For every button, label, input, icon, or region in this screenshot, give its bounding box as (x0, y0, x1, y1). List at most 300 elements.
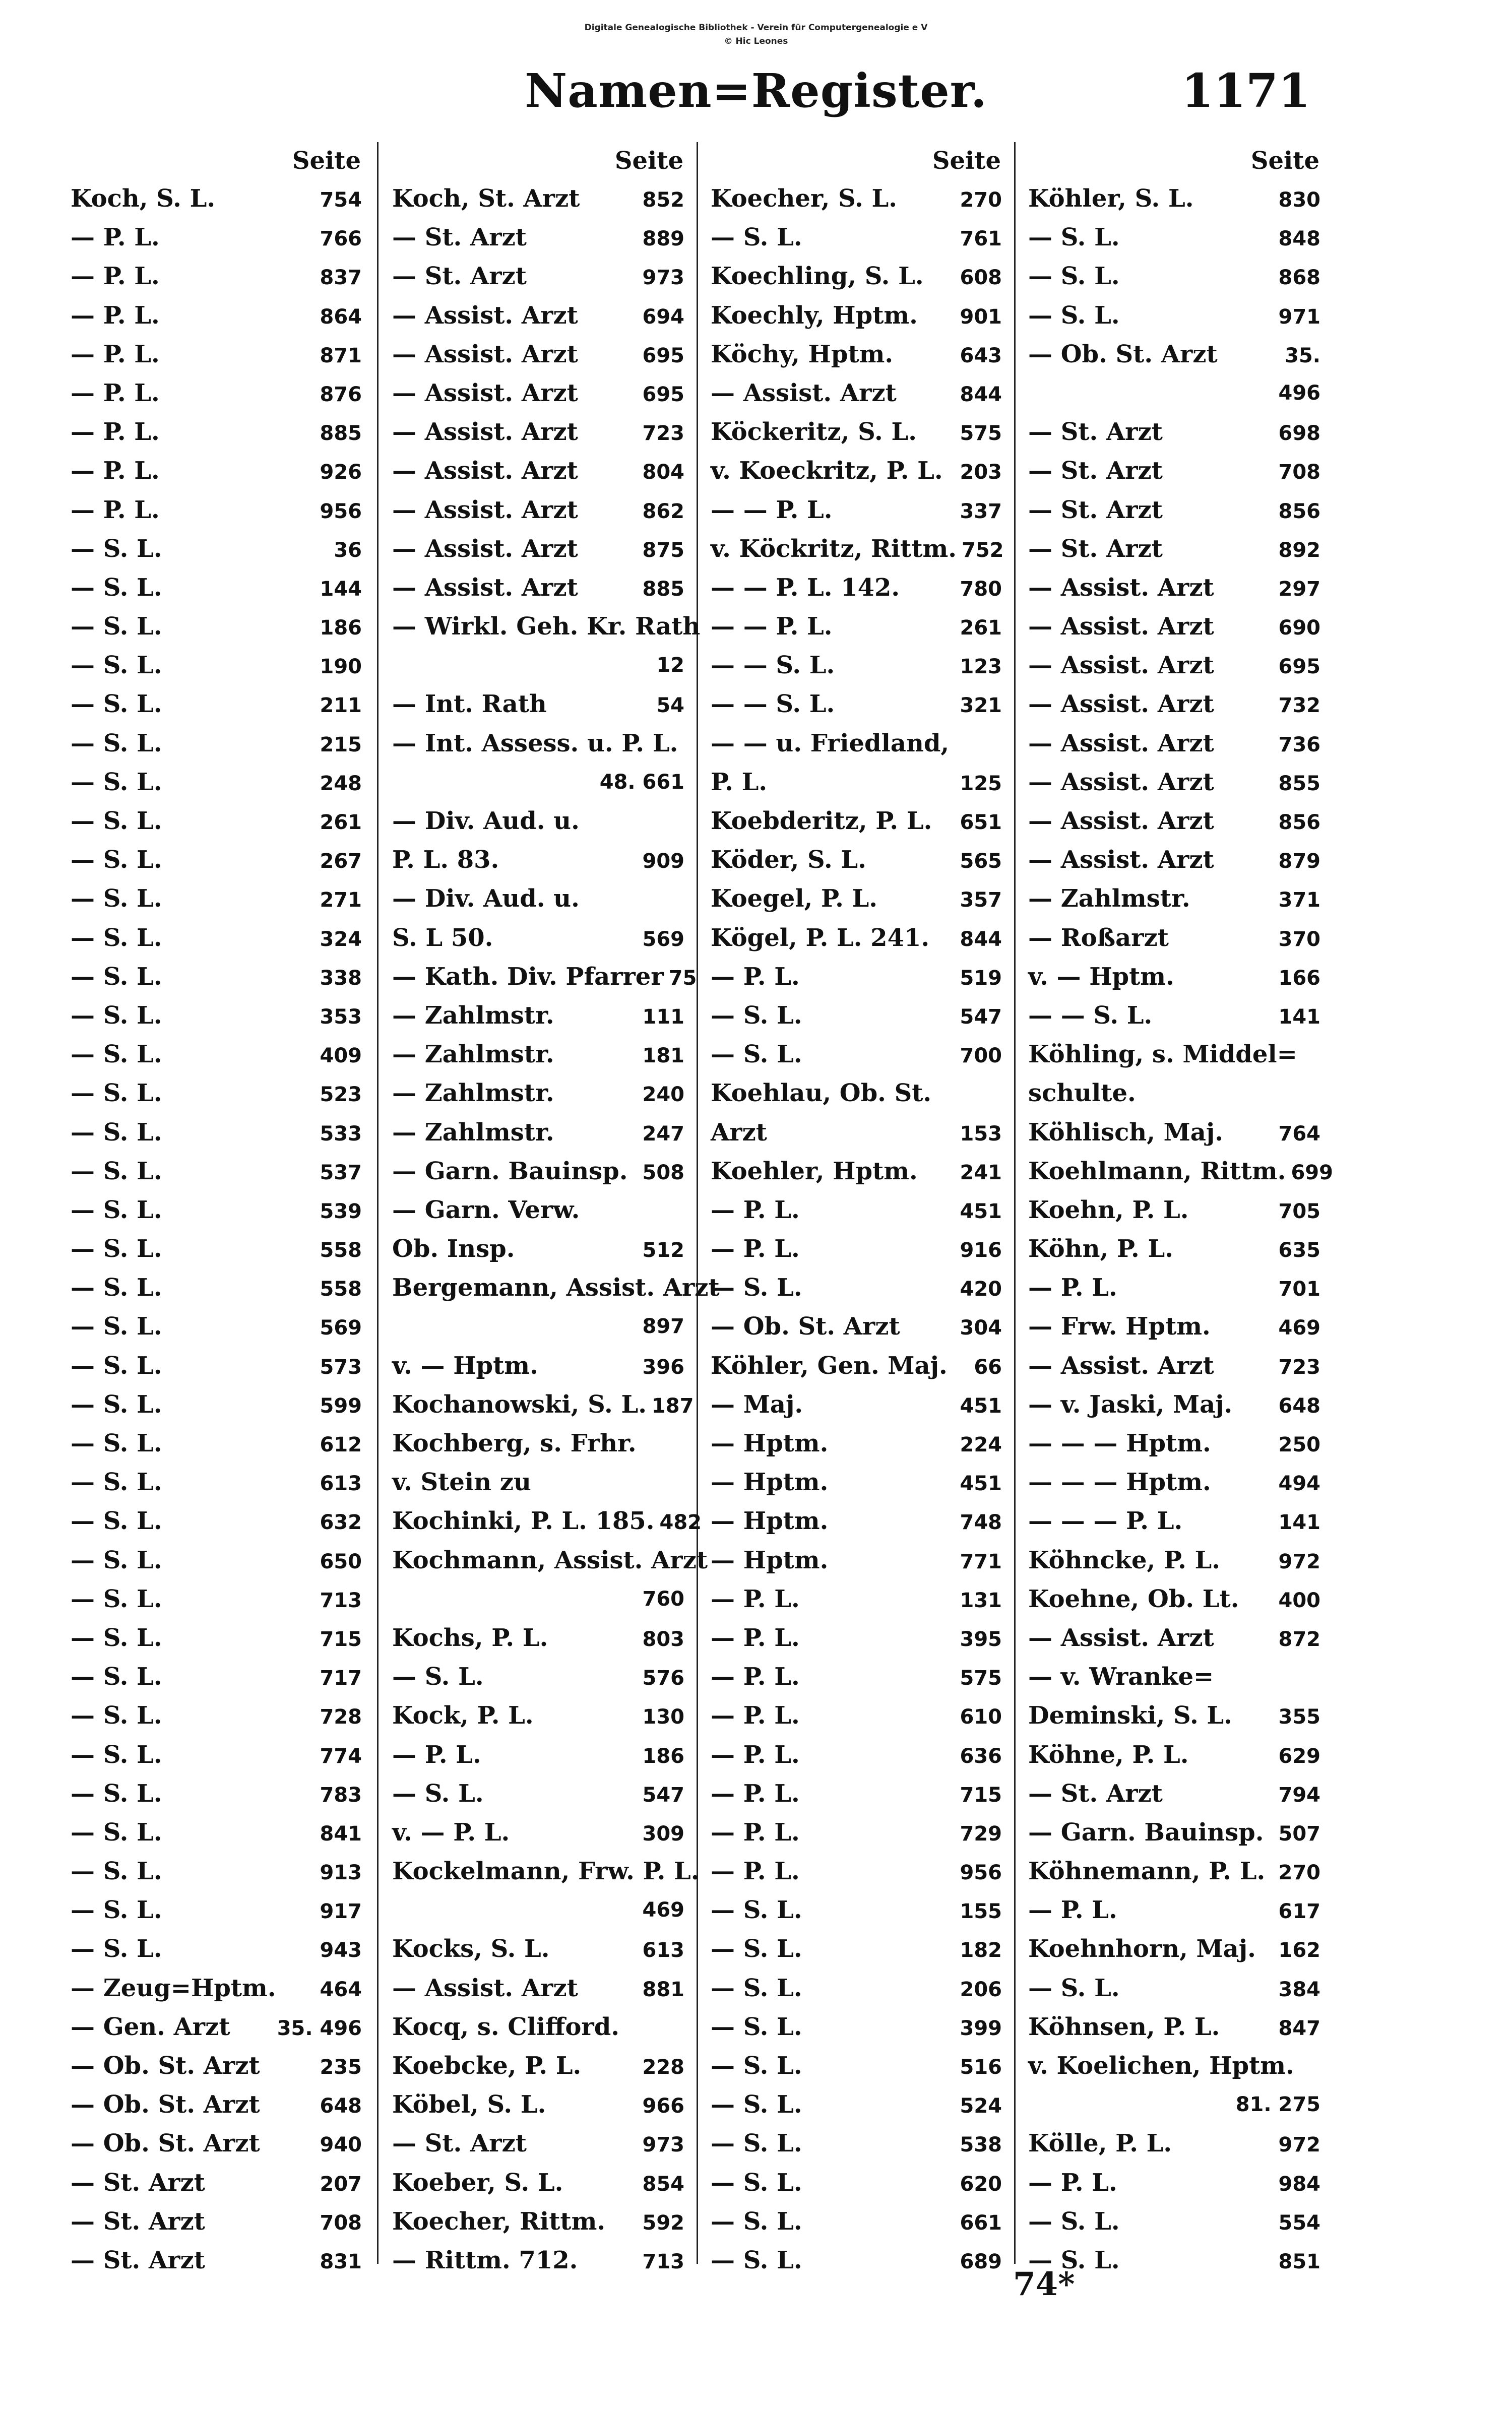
index-entry (71, 568, 362, 607)
entry-name: — S. L. (711, 1974, 802, 2002)
entry-page-number: 909 (642, 850, 684, 873)
index-entry (711, 335, 1002, 374)
entry-name: — Assist. Arzt (1028, 1351, 1214, 1380)
index-entry (392, 1035, 684, 1074)
index-entry (711, 1658, 1002, 1696)
entry-page-number: 203 (960, 461, 1002, 484)
entry-page-number: 181 (642, 1044, 684, 1068)
entry-page-number: 247 (642, 1122, 684, 1146)
entry-name: v. — Hptm. (392, 1351, 538, 1380)
entry-name: — S. L. (71, 1896, 162, 1925)
entry-name: — S. L. (71, 1351, 162, 1380)
index-entry (711, 1774, 1002, 1813)
entry-name: v. Köckritz, Rittm. (711, 534, 957, 563)
index-entry (711, 646, 1002, 685)
index-entry (1028, 1074, 1320, 1113)
entry-page-number: 844 (960, 927, 1002, 951)
index-entry (71, 724, 362, 763)
entry-name: — Zahlmstr. (392, 1079, 554, 1108)
entry-page-number: 240 (642, 1083, 684, 1107)
entry-page-number: 123 (960, 655, 1002, 679)
entry-name: — Assist. Arzt (1028, 573, 1214, 602)
index-entry (392, 452, 684, 490)
index-entry (71, 1736, 362, 1774)
entry-page-number: 297 (1278, 577, 1320, 601)
index-entry (392, 763, 684, 802)
index-entry (392, 1541, 708, 1580)
entry-name: — S. L. (71, 1584, 162, 1613)
index-entry (71, 1502, 362, 1541)
entry-page-number: 729 (960, 1822, 1002, 1846)
entry-name: Bergemann, Assist. Arzt (392, 1274, 720, 1302)
entry-name: — — — Hptm. (1028, 1429, 1211, 1457)
entry-page-number: 708 (1278, 461, 1320, 484)
entry-page-number: 715 (960, 1783, 1002, 1807)
entry-name: Koch, S. L. (71, 184, 216, 213)
entry-name: — St. Arzt (1028, 1779, 1163, 1808)
entry-name: — St. Arzt (71, 2168, 205, 2197)
entry-page-number: 338 (320, 966, 362, 990)
entry-name: — Assist. Arzt (1028, 651, 1214, 680)
entry-name: — P. L. (392, 1740, 481, 1769)
index-entry (392, 1813, 684, 1852)
entry-name: — S. L. (71, 1118, 162, 1147)
index-column-2 (392, 142, 720, 2274)
entry-name: — S. L. (711, 2052, 802, 2080)
entry-name: Koebcke, P. L. (392, 2052, 582, 2080)
entry-page-number: 771 (960, 1550, 1002, 1573)
index-entry (1028, 724, 1320, 763)
entry-name: — Ob. St. Arzt (711, 1312, 900, 1341)
index-entry (1028, 1736, 1320, 1774)
library-credit: Digitale Genealogische Bibliothek - Verein für Computergenealogie e V (584, 23, 928, 33)
index-entry (1028, 1969, 1320, 2008)
index-entry (71, 2202, 362, 2241)
entry-page-number: 395 (960, 1627, 1002, 1651)
entry-page-number: 250 (1278, 1433, 1320, 1456)
column-divider (377, 142, 379, 2264)
index-entry (392, 1619, 684, 1658)
index-entry (1028, 1696, 1320, 1735)
entry-name: — P. L. (711, 1663, 800, 1691)
entry-page-number: 732 (1278, 694, 1320, 718)
entry-name: — S. L. (711, 223, 802, 252)
entry-name: — S. L. (1028, 2207, 1120, 2236)
index-entry (711, 568, 1002, 607)
index-entry (711, 1191, 1002, 1230)
entry-page-number: 357 (960, 889, 1002, 912)
entry-page-number: 617 (1278, 1900, 1320, 1924)
index-entry (71, 958, 362, 996)
index-entry (392, 1502, 702, 1541)
index-entry (1028, 179, 1320, 218)
entry-page-number: 224 (960, 1433, 1002, 1456)
index-entry (71, 374, 362, 413)
index-entry (711, 1230, 1002, 1268)
index-entry (392, 879, 684, 918)
entry-page-number: 370 (1278, 927, 1320, 951)
entry-page-number: 705 (1278, 1199, 1320, 1223)
entry-name: — Assist. Arzt (392, 457, 578, 485)
column-header-seite: Seite (292, 147, 361, 175)
index-entry (392, 607, 701, 646)
entry-name: Koehler, Hptm. (711, 1157, 918, 1185)
entry-page-number: 715 (320, 1627, 362, 1651)
entry-page-number: 400 (1278, 1589, 1320, 1612)
entry-name: P. L. 83. (392, 846, 499, 874)
index-entry (71, 1268, 362, 1307)
entry-name: — Assist. Arzt (1028, 846, 1214, 874)
index-entry (711, 1113, 1002, 1152)
index-entry (711, 685, 1002, 724)
entry-name: — S. L. (71, 1857, 162, 1886)
entry-page-number: 523 (320, 1083, 362, 1107)
entry-name: — Ob. St. Arzt (71, 2052, 260, 2080)
index-entry (1028, 1774, 1320, 1813)
entry-name: — S. L. (71, 1779, 162, 1808)
entry-page-number: 610 (960, 1705, 1002, 1729)
entry-name: Köhne, P. L. (1028, 1740, 1189, 1769)
entry-name: v. — Hptm. (1028, 962, 1174, 991)
entry-page-number: 700 (960, 1044, 1002, 1068)
index-entry (71, 646, 362, 685)
index-entry (71, 919, 362, 958)
index-entry (1028, 491, 1320, 530)
entry-page-number: 885 (320, 422, 362, 446)
entry-page-number: 271 (320, 889, 362, 912)
entry-name: — S. L. (711, 2246, 802, 2274)
entry-name: — S. L. (71, 1001, 162, 1030)
entry-page-number: 643 (960, 344, 1002, 367)
entry-page-number: 399 (960, 2016, 1002, 2040)
entry-page-number: 761 (960, 227, 1002, 251)
entry-name: — Div. Aud. u. (392, 807, 580, 835)
index-entry (711, 2241, 1002, 2280)
entry-name: Köhler, Gen. Maj. (711, 1351, 948, 1380)
entry-name: — Garn. Verw. (392, 1195, 580, 1224)
entry-name: Koehlmann, Rittm. (1028, 1157, 1286, 1185)
entry-page-number: 496 (1278, 381, 1320, 405)
index-entry (71, 1580, 362, 1619)
entry-name: — S. L. (71, 1935, 162, 1963)
entry-name: schulte. (1028, 1079, 1136, 1108)
entry-name: — Zeug=Hptm. (71, 1974, 276, 2002)
entry-page-number: 141 (1278, 1511, 1320, 1535)
index-entry (1028, 879, 1320, 918)
index-entry (1028, 452, 1320, 490)
entry-name: — S. L. (1028, 262, 1120, 291)
entry-name: — P. L. (71, 457, 160, 485)
index-entry (392, 374, 684, 413)
entry-page-number: 384 (1278, 1978, 1320, 2001)
entry-page-number: 754 (320, 188, 362, 212)
entry-page-number: 760 (642, 1587, 684, 1611)
index-entry (392, 1268, 720, 1307)
index-entry (711, 841, 1002, 879)
entry-page-number: 766 (320, 227, 362, 251)
entry-page-number: 713 (642, 2250, 684, 2273)
index-entry (711, 1463, 1002, 1502)
entry-page-number: 66 (974, 1355, 1002, 1379)
index-entry (711, 724, 1002, 763)
index-entry (1028, 1813, 1320, 1852)
entry-name: — S. L. (71, 651, 162, 680)
entry-page-number: 636 (960, 1744, 1002, 1768)
index-entry (1028, 374, 1320, 413)
entry-page-number: 913 (320, 1861, 362, 1885)
entry-name: — P. L. (71, 495, 160, 524)
entry-page-number: 635 (1278, 1239, 1320, 1262)
index-entry (71, 1307, 362, 1346)
entry-page-number: 575 (960, 422, 1002, 446)
entry-page-number: 469 (1278, 1316, 1320, 1340)
entry-page-number: 565 (960, 850, 1002, 873)
index-column-4 (1028, 142, 1333, 2274)
entry-name: — S. L. (71, 962, 162, 991)
entry-name: — P. L. (711, 1623, 800, 1652)
entry-name: — P. L. (711, 962, 800, 991)
entry-name: — Hptm. (711, 1468, 829, 1497)
entry-name: — S. L. (71, 1546, 162, 1574)
index-entry (1028, 1347, 1320, 1385)
entry-name: — Hptm. (711, 1507, 829, 1536)
entry-page-number: 355 (1278, 1705, 1320, 1729)
entry-name: Deminski, S. L. (1028, 1701, 1232, 1730)
index-entry (1028, 2085, 1320, 2124)
entry-name: Kochmann, Assist. Arzt (392, 1546, 708, 1574)
entry-page-number: 854 (642, 2172, 684, 2196)
index-entry (71, 2241, 362, 2280)
index-entry (1028, 607, 1320, 646)
entry-page-number: 620 (960, 2172, 1002, 2196)
entry-page-number: 166 (1278, 966, 1320, 990)
index-entry (711, 2085, 1002, 2124)
entry-name: — Assist. Arzt (392, 378, 578, 407)
entry-name: v. Koelichen, Hptm. (1028, 2052, 1294, 2080)
index-entry (392, 413, 684, 452)
entry-name: — S. L. (71, 923, 162, 952)
index-entry (71, 802, 362, 841)
entry-page-number: 943 (320, 1939, 362, 1962)
entry-name: — Assist. Arzt (1028, 807, 1214, 835)
entry-page-number: 723 (642, 422, 684, 446)
entry-page-number: 864 (320, 305, 362, 329)
entry-page-number: 575 (960, 1667, 1002, 1690)
index-entry (71, 1619, 362, 1658)
entry-page-number: 304 (960, 1316, 1002, 1340)
index-entry (1028, 1580, 1320, 1619)
index-entry (711, 879, 1002, 918)
entry-name: — S. L. (711, 1040, 802, 1069)
entry-page-number: 780 (960, 577, 1002, 601)
entry-name: — P. L. (1028, 2168, 1117, 2197)
entry-name: — S. L. (71, 1623, 162, 1652)
entry-name: Koegel, P. L. (711, 884, 878, 913)
entry-name: Kocks, S. L. (392, 1935, 550, 1963)
entry-page-number: 972 (1278, 1550, 1320, 1573)
entry-name: Köhling, s. Middel= (1028, 1040, 1297, 1069)
index-entry (711, 452, 1002, 490)
entry-name: — St. Arzt (1028, 418, 1163, 447)
entry-page-number: 206 (960, 1978, 1002, 2001)
entry-name: — — u. Friedland, (711, 729, 950, 757)
index-entry (71, 1113, 362, 1152)
entry-name: — S. L. (71, 729, 162, 757)
index-entry (711, 1696, 1002, 1735)
entry-page-number: 892 (1278, 538, 1320, 562)
entry-name: S. L 50. (392, 923, 493, 952)
index-entry (392, 2124, 684, 2163)
entry-page-number: 629 (1278, 1744, 1320, 1768)
index-entry (1028, 1035, 1320, 1074)
index-entry (1028, 2164, 1320, 2202)
entry-page-number: 803 (642, 1627, 684, 1651)
entry-name: — S. L. (711, 2012, 802, 2041)
index-entry (392, 335, 684, 374)
entry-name: — St. Arzt (71, 2207, 205, 2236)
entry-page-number: 889 (642, 227, 684, 251)
entry-page-number: 650 (320, 1550, 362, 1573)
index-entry (711, 802, 1002, 841)
entry-page-number: 516 (960, 2056, 1002, 2079)
entry-list (392, 179, 720, 2280)
entry-name: — S. L. (71, 884, 162, 913)
index-entry (392, 1774, 684, 1813)
entry-name: — S. L. (71, 1157, 162, 1185)
entry-page-number: 494 (1278, 1472, 1320, 1496)
index-entry (392, 491, 684, 530)
entry-page-number: 876 (320, 383, 362, 406)
entry-page-number: 558 (320, 1278, 362, 1301)
entry-name: — Zahlmstr. (392, 1040, 554, 1069)
index-entry (71, 2047, 362, 2085)
entry-page-number: 248 (320, 772, 362, 795)
entry-page-number: 752 (962, 538, 1004, 562)
entry-name: — S. L. (711, 2090, 802, 2119)
index-entry (392, 1152, 684, 1191)
entry-page-number: 875 (642, 538, 684, 562)
entry-page-number: 966 (642, 2095, 684, 2118)
entry-page-number: 131 (960, 1589, 1002, 1612)
entry-page-number: 539 (320, 1199, 362, 1223)
entry-page-number: 451 (960, 1199, 1002, 1223)
index-entry (71, 996, 362, 1035)
index-entry (71, 413, 362, 452)
entry-name: — S. L. (71, 846, 162, 874)
entry-name: — P. L. (71, 378, 160, 407)
index-entry (71, 1347, 362, 1385)
index-entry (1028, 841, 1320, 879)
entry-list (71, 179, 362, 2280)
index-entry (711, 1268, 1002, 1307)
entry-page-number: 723 (1278, 1355, 1320, 1379)
entry-page-number: 695 (642, 383, 684, 406)
index-entry (71, 1852, 362, 1891)
index-entry (392, 1074, 684, 1113)
entry-page-number: 708 (320, 2211, 362, 2235)
entry-page-number: 409 (320, 1044, 362, 1068)
page-title: Namen=Register. (525, 64, 987, 118)
entry-page-number: 701 (1278, 1278, 1320, 1301)
index-entry (711, 296, 1002, 335)
entry-name: — Assist. Arzt (392, 573, 578, 602)
column-divider (1014, 142, 1016, 2264)
index-entry (1028, 802, 1320, 841)
entry-page-number: 554 (1278, 2211, 1320, 2235)
page-number: 1171 (1181, 64, 1310, 118)
entry-name: — Gen. Arzt (71, 2012, 230, 2041)
entry-name: Köhncke, P. L. (1028, 1546, 1220, 1574)
entry-name: — v. Jaski, Maj. (1028, 1390, 1233, 1419)
entry-page-number: 881 (642, 1978, 684, 2001)
entry-page-number: 855 (1278, 772, 1320, 795)
entry-page-number: 862 (642, 499, 684, 523)
index-entry (1028, 335, 1320, 374)
index-entry (392, 2164, 684, 2202)
index-entry (71, 879, 362, 918)
index-entry (711, 413, 1002, 452)
entry-name: — Assist. Arzt (1028, 690, 1214, 719)
index-entry (1028, 413, 1320, 452)
entry-page-number: 309 (642, 1822, 684, 1846)
entry-page-number: 774 (320, 1744, 362, 1768)
entry-page-number: 519 (960, 966, 1002, 990)
index-entry (392, 2047, 684, 2085)
entry-page-number: 155 (960, 1900, 1002, 1924)
entry-page-number: 569 (642, 927, 684, 951)
entry-page-number: 956 (320, 499, 362, 523)
index-entry (1028, 218, 1320, 257)
page-signature: 74* (1013, 2265, 1075, 2303)
index-entry (1028, 1619, 1320, 1658)
index-entry (392, 646, 684, 685)
entry-name: — Hptm. (711, 1429, 829, 1457)
entry-page-number: 973 (642, 266, 684, 290)
index-entry (1028, 568, 1320, 607)
entry-name: Köder, S. L. (711, 846, 866, 874)
entry-name: Köckeritz, S. L. (711, 418, 917, 447)
entry-page-number: 35. (1285, 344, 1320, 367)
entry-name: — Maj. (711, 1390, 803, 1419)
index-entry (392, 1696, 684, 1735)
entry-name: Kölle, P. L. (1028, 2129, 1172, 2158)
entry-page-number: 599 (320, 1394, 362, 1418)
index-entry (392, 1347, 684, 1385)
entry-page-number: 141 (1278, 1005, 1320, 1029)
index-entry (71, 1074, 362, 1113)
index-entry (392, 1191, 684, 1230)
index-entry (711, 1580, 1002, 1619)
entry-page-number: 868 (1278, 266, 1320, 290)
entry-name: Köbel, S. L. (392, 2090, 546, 2119)
entry-page-number: 926 (320, 461, 362, 484)
entry-page-number: 728 (320, 1705, 362, 1729)
index-entry (392, 802, 684, 841)
index-entry (711, 257, 1002, 296)
entry-name: Koecher, Rittm. (392, 2207, 606, 2236)
index-entry (392, 2008, 684, 2047)
entry-name: — P. L. (711, 1195, 800, 1224)
index-entry (71, 335, 362, 374)
index-entry (71, 1230, 362, 1268)
entry-page-number: 337 (960, 499, 1002, 523)
entry-page-number: 764 (1278, 1122, 1320, 1146)
entry-page-number: 695 (642, 344, 684, 367)
index-entry (71, 2085, 362, 2124)
entry-page-number: 130 (642, 1705, 684, 1729)
index-entry (1028, 1385, 1320, 1424)
index-entry (711, 1852, 1002, 1891)
